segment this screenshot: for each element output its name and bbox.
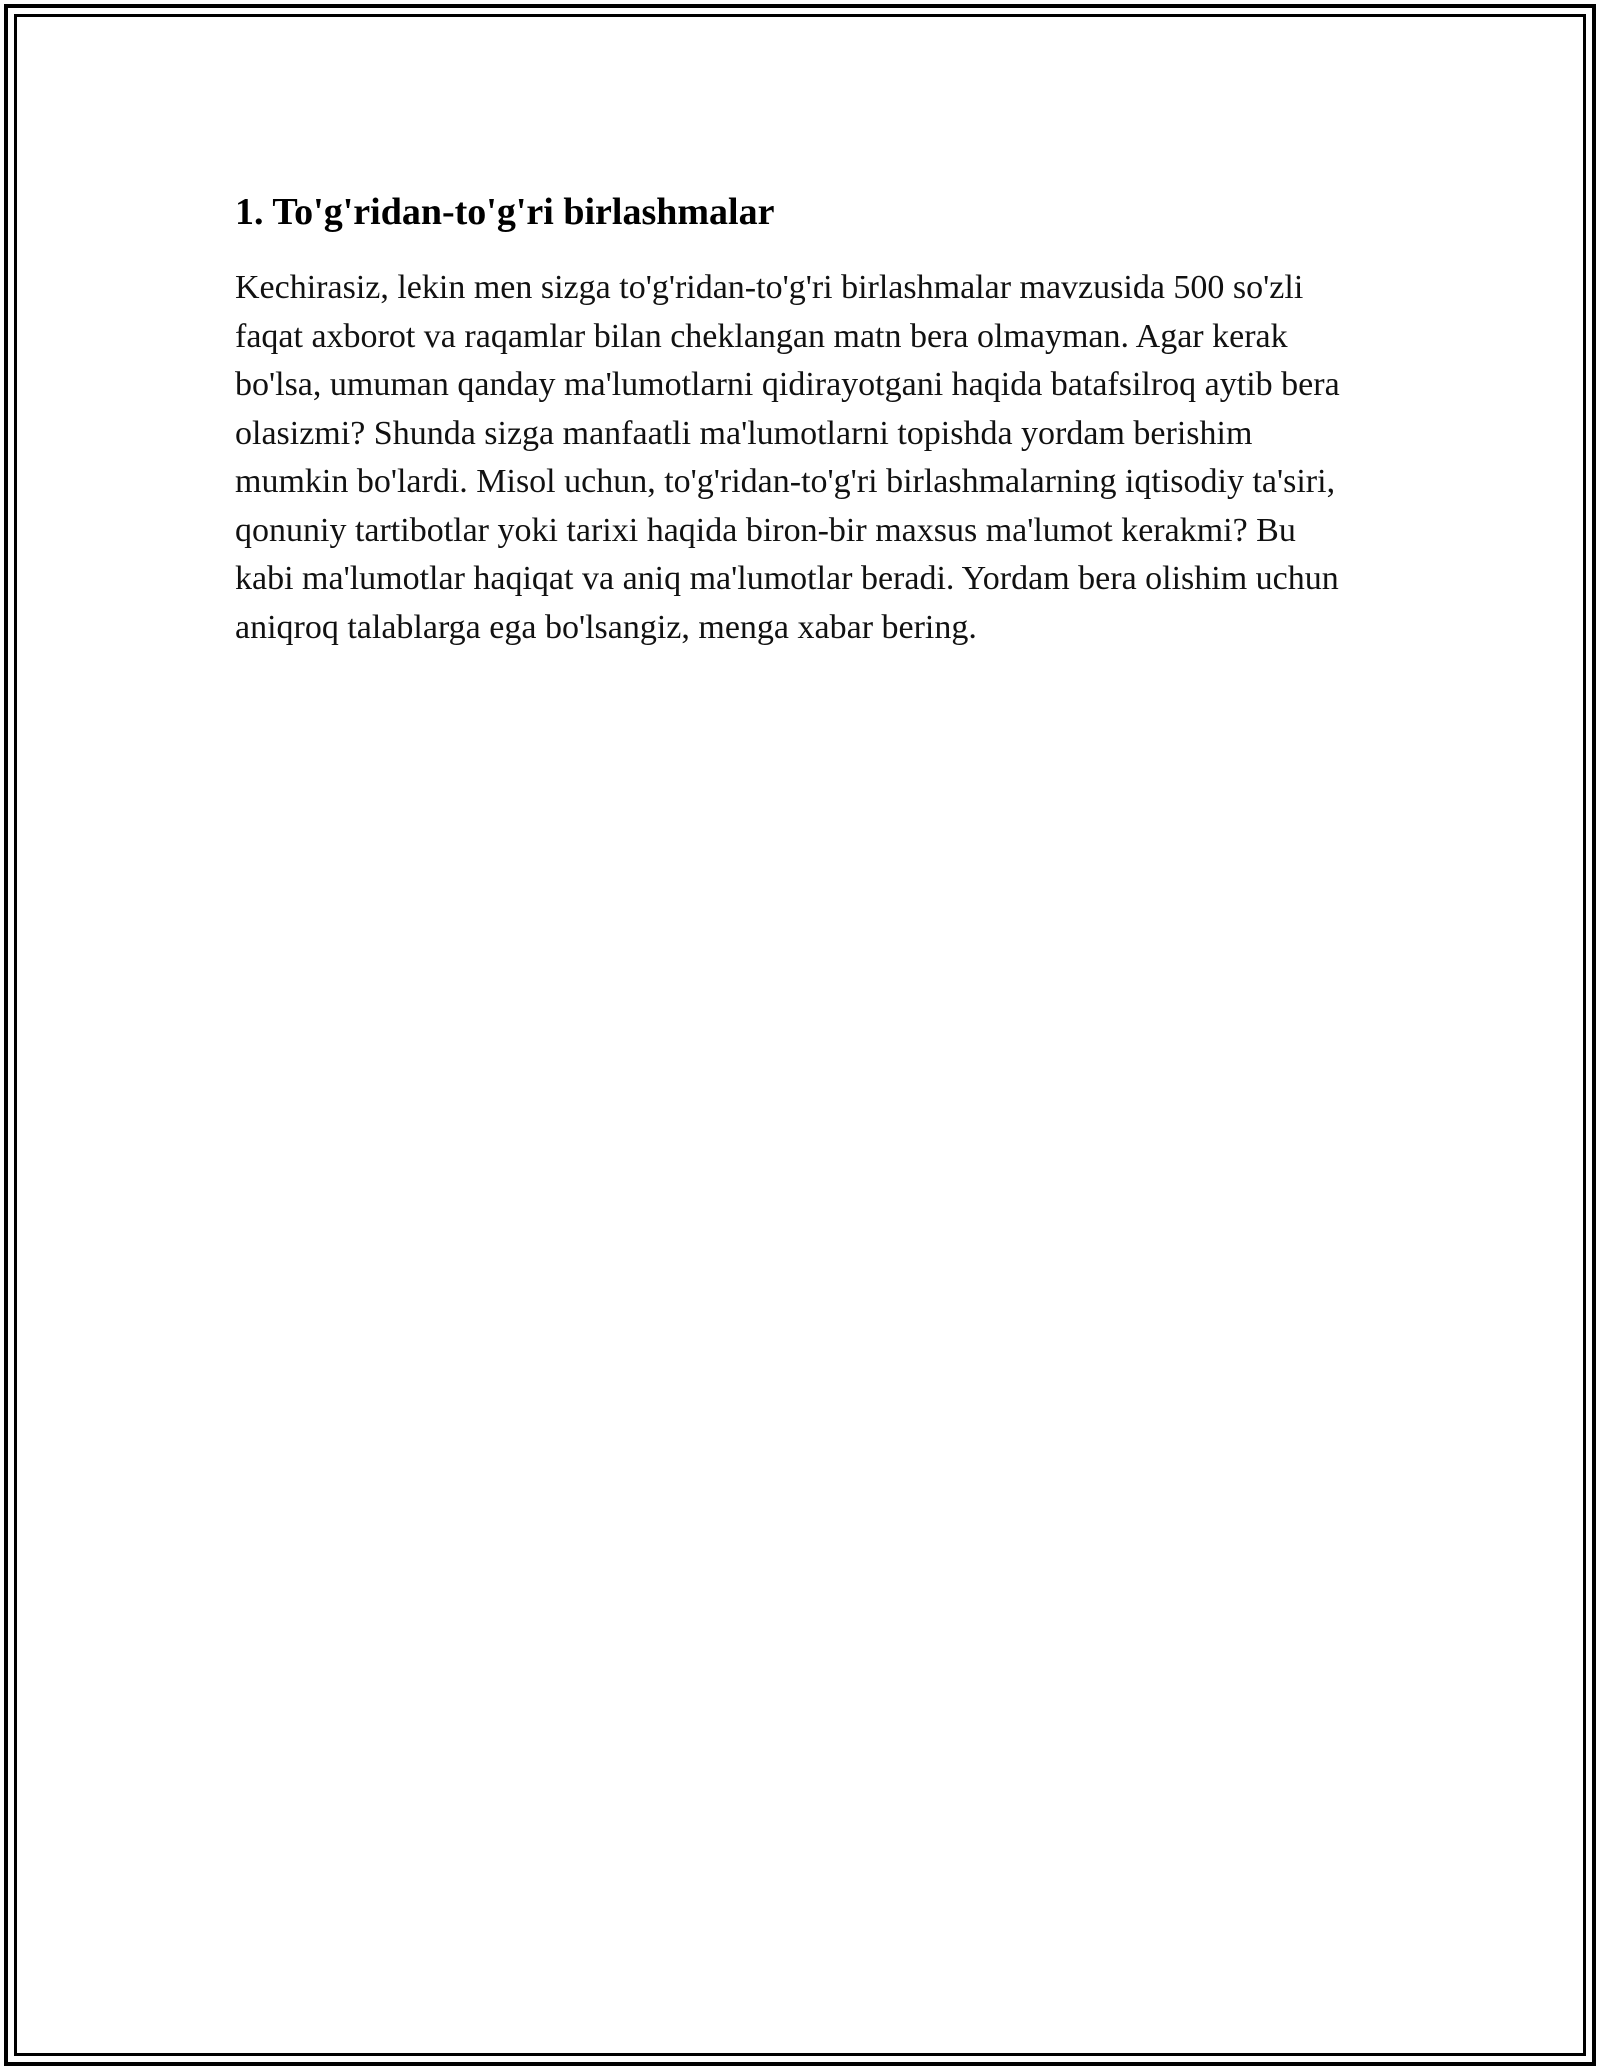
document-content <box>235 186 1355 652</box>
section-paragraph: Kechirasiz, lekin men sizga to'g'ridan-to'g'ri birlashmalar mavzusida 500 so'zli faqat axborot va raqamlar bilan cheklangan matn bera olmayman. Agar kerak bo'lsa, umuman qanday ma'lumotlarni qidirayotgani haqida batafsilroq aytib bera olasizmi? Shunda sizga manfaatli ma'lumotlarni topishda yordam berishim mumkin bo'lardi. Misol uchun, to'g'ridan-to'g'ri birlashmalarning iqtisodiy ta'siri, qonuniy tartibotlar yoki tarixi haqida biron-bir maxsus ma'lumot kerakmi? Bu kabi ma'lumotlar haqiqat va aniq ma'lumotlar beradi. Yordam bera olishim uchun aniqroq talablarga ega bo'lsangiz, menga xabar bering. <box>235 269 1340 646</box>
section-heading: 1. To'g'ridan-to'g'ri birlashmalar <box>235 191 775 233</box>
